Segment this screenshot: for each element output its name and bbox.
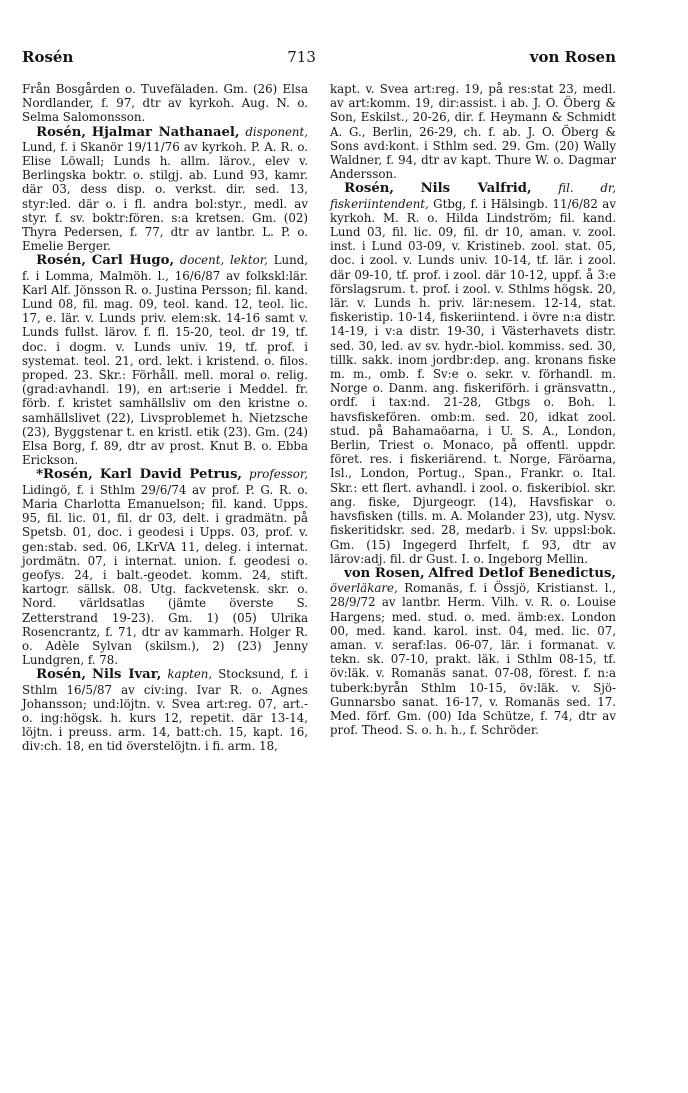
biography-entry [330, 566, 616, 737]
entry-continuation: kapt. v. Svea art:reg. 19, på res:stat 23, medl. av art:komm. 19, dir:assist. i ab. J. O. Öberg & Son, Eskilst., 20-26, dir. f. Heymann & Schmidt A. G., Berlin, 26-29, ch. f. ab. J. O. Öberg & Sons avd:kont. i Sthlm sed. 29. Gm. (20) Wally Waldner, f. 94, dtr av kapt. Thure W. o. Dagmar Andersson. [330, 82, 616, 182]
entry-given-name: Alfred Detlof Benedictus, [428, 565, 616, 581]
entry-given-name: Nils Ivar, [91, 667, 162, 683]
entry-surname: Rosén, [36, 253, 86, 269]
right-column [330, 82, 616, 1082]
entry-surname: Rosén, [344, 181, 394, 197]
entry-title: docent, lektor, [179, 253, 268, 268]
biography-entry [330, 181, 616, 565]
biography-entry [22, 667, 308, 753]
header-right-name: von Rosen [529, 48, 616, 66]
entry-given-name: Carl Hugo, [91, 253, 175, 269]
entry-text: Lund, f. i Skanör 19/11/76 av kyrkoh. P. A. R. o. Elise Löwall; Lunds h. allm. lärov., elev v. Berlingska boktr. o. stilgj. ab. Lund 93, kamr. där 03, dess disp. o. verkst. dir. sed. 13, styr:led. där o. i fl. andra bol:styr., medl. av styr. f. sv. boktr:fören. s:a kretsen. Gm. (02) Thyra Pedersen, f. 77, dtr av lantbr. L. P. o. Emelie Berger. [22, 139, 308, 254]
page-number: 713 [287, 48, 316, 66]
left-column [22, 82, 308, 1082]
entry-given-name: Nils Valfrid, [420, 181, 532, 197]
header-left-name: Rosén [22, 48, 74, 66]
biography-entry [22, 467, 308, 667]
entry-given-name: Karl David Petrus, [99, 467, 243, 483]
biography-entry [22, 125, 308, 254]
entry-text: Lund, f. i Lomma, Malmöh. l., 16/6/87 av folkskl:lär. Karl Alf. Jönsson R. o. Justina Persson; fil. kand. Lund 08, fil. mag. 09, teol. kand. 12, teol. lic. 17, e. lär. v. Lunds priv. elem:sk. 14-16 samt v. Lunds fullst. lärov. f. fl. 15-20, teol. dr 19, tf. doc. i dogm. v. Lunds univ. 19, tf. prof. i systemat. teol. 21, ord. lekt. i kristend. o. filos. proped. 23. Skr.: Förhåll. mell. moral o. relig. (grad:avhandl. 19), en art:serie i Meddel. fr. förb. f. kristet samhällsliv om den kristne o. samhällslivet (22), Livsproblemet h. Nietzsche (23), Byggstenar t. en kristl. etik (23). Gm. (24) Elsa Borg, f. 89, dtr av prost. Knut B. o. Ebba Erickson. [22, 253, 309, 468]
two-column-body [22, 82, 616, 1082]
entry-text: Romanäs, f. i Össjö, Kristianst. l., 28/9/72 av lantbr. Herm. Vilh. v. R. o. Louise Hargens; med. stud. o. med. ämb:ex. London 00, med. kand. karol. inst. 04, med. lic. 07, aman. v. seraf:las. 06-07, lär. i formanat. v. tekn. sk. 07-10, prakt. läk. i Sthlm 08-15, tf. öv:läk. v. Romanäs sanat. 07-08, förest. f. n:a tuberk:byrån Sthlm 10-15, öv:läk. v. Sjö-Gunnarsbo sanat. 16-17, v. Romanäs sed. 17. Med. förf. Gm. (00) Ida Schütze, f. 74, dtr av prof. Theod. S. o. h. h., f. Schröder. [330, 581, 616, 738]
entry-title: professor, [249, 467, 308, 482]
entry-title: kapten, [167, 667, 213, 682]
entry-text: Gtbg, f. i Hälsingb. 11/6/82 av kyrkoh. M. R. o. Hilda Lindström; fil. kand. Lund 03, fil. lic. 09, fil. dr 10, aman. v. zool. inst. i Lund 03-09, v. Kristineb. zool. stat. 05, doc. i zool. v. Lunds univ. 10-14, tf. lär. i zool. där 09-10, tf. prof. i zool. där 10-12, uppf. å 3:e förslagsrum. t. prof. i zool. v. Sthlms högsk. 20, lär. v. Lunds h. priv. lär:nesem. 12-14, stat. fiskeristip. 10-14, fiskeriintend. i övre n:a distr. 14-19, i v:a distr. 19-30, i Västerhavets distr. sed. 30, led. av sv. hydr.-biol. kommiss. sed. 30, tillk. sakk. inom jordbr:dep. ang. kronans fiske m. m., omb. f. Sv:e o. sekr. v. förhandl. m. Norge o. Danm. ang. fiskeriförh. i gränsvattn., ordf. i tax:nd. 21-28, Gtbgs o. Boh. l. havsfiskefören. omb:m. sed. 20, idkat zool. stud. på Bahamaöarna, i U. S. A., London, Berlin, Triest o. Monaco, på offentl. uppdr. föret. res. i fiskeriärend. t. Norge, Färöarna, Isl., London, Portug., Span., Frankr. o. Ital. Skr.: ett flert. avhandl. i zool. o. fiskeribiol. skr. ang. fiske, Djurgeogr. (14), Havsfiskar o. havsfisken (tills. m. A. Molander 23), utg. Nysv. fiskeritidskr. sed. 28, medarb. i Sv. uppsl:bok. Gm. (15) Ingegerd Ihrfelt, f. 93, dtr av lärov:adj. fil. dr Gust. I. o. Ingeborg Mellin. [330, 196, 616, 566]
entry-surname: von Rosen, [344, 565, 425, 581]
entry-surname: Rosén, [36, 124, 86, 140]
entry-title: disponent, [245, 124, 309, 139]
entry-title: fil. dr, fiskeriintendent, [330, 181, 616, 211]
biography-entry [22, 253, 308, 467]
entry-surname: *Rosén, [36, 467, 93, 483]
entry-title: överläkare, [330, 581, 398, 596]
running-header [22, 48, 616, 72]
entry-text: Lidingö, f. i Sthlm 29/6/74 av prof. P. G. R. o. Maria Charlotta Emanuelson; fil. kand. Upps. 95, fil. lic. 01, fil. dr 03, delt. i gradmätn. på Spetsb. 01, doc. i geodesi i Upps. 03, prof. v. gen:stab. sed. 06, LKrVA 11, deleg. i internat. jordmätn. 07, i internat. union. f. geodesi o. geofys. 24, i balt.-geodet. komm. 24, stift. kartogr. sällsk. 08. Utg. fackvetensk. skr. o. Nord. världsatlas (jämte överste S. Zetterstrand 19-23). Gm. 1) (05) Ulrika Rosencrantz, f. 71, dtr av kammarh. Holger R. o. Adèle Sylvan (skilsm.), 2) (23) Jenny Lundgren, f. 78. [22, 482, 308, 668]
entry-continuation: Från Bosgården o. Tuvefäladen. Gm. (26) Elsa Nordlander, f. 97, dtr av kyrkoh. Aug. N. o. Selma Salomonsson. [22, 82, 308, 125]
entry-given-name: Hjalmar Nathanael, [91, 124, 240, 140]
entry-text: Stocksund, f. i Sthlm 16/5/87 av civ:ing. Ivar R. o. Agnes Johansson; und:löjtn. v. Svea art:reg. 07, art.- o. ing:högsk. h. kurs 12, repetit. där 13-14, löjtn. i preuss. arm. 14, batt:ch. 15, kapt. 16, div:ch. 18, en tid överstelöjtn. i fi. arm. 18, [22, 667, 308, 754]
entry-surname: Rosén, [36, 667, 86, 683]
